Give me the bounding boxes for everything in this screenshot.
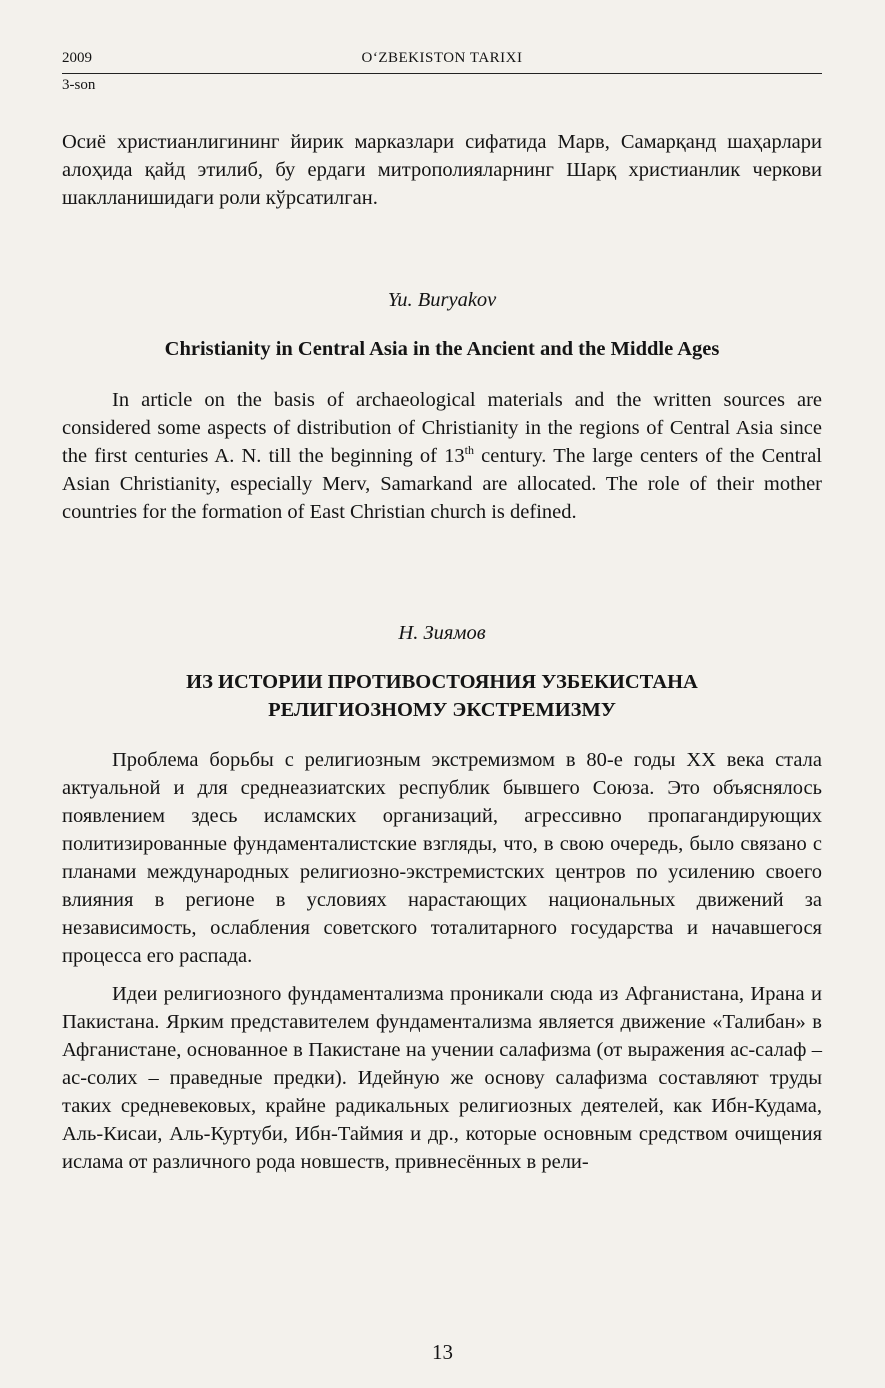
english-abstract-text [62,386,822,526]
abstract-superscript: th [464,443,474,458]
abstract-text-part1: In article on the basis of archaeological materials and the written sources are considered some aspects of distribution of Christianity in the regions of Central Asia since the first centuries A. N. till the beginning of 13 [62,389,822,467]
spacer [62,724,822,746]
english-abstract-author: Yu. Buryakov [387,289,497,311]
page-number: 13 [432,1340,453,1364]
spacer [62,314,822,335]
running-header [62,50,822,96]
russian-article-title-line2: РЕЛИГИОЗНОМУ ЭКСТРЕМИЗМУ [268,699,616,721]
header-rule [62,73,822,74]
russian-article-author: Н. Зиямов [398,622,486,644]
header-issue: 3-son [62,77,96,93]
russian-article-title-line1: ИЗ ИСТОРИИ ПРОТИВОСТОЯНИЯ УЗБЕКИСТАНА [186,671,698,693]
header-year: 2009 [62,50,92,66]
abstract-text-part2: century. The large centers of the Central Asian Christianity, especially Merv, Samarkand are allocated. The role of their mother countries for the formation of East Christian church is defined. [62,445,822,523]
page-content [62,128,822,1176]
spacer [62,647,822,668]
spacer [62,970,822,980]
spacer [62,526,822,619]
russian-article-paragraph-1: Проблема борьбы с религиозным экстремизмом в 80-е годы XX века стала актуальной и для среднеазиатских республик бывшего Союза. Это объяснялось появлением здесь исламских организаций, агрессивно пропагандирующих политизированные фундаменталистские взгляды, что, в свою очередь, было связано с планами международных религиозно-экстремистских центров по усилению своего влияния в регионе в условиях нарастающих национальных движений за независимость, ослабления советского тоталитарного государства и начавшегося процесса его распада. [62,749,822,967]
spacer [62,363,822,386]
spacer [62,212,822,286]
header-journal-title: O‘ZBEKISTON TARIXI [361,50,523,66]
uzbek-summary-paragraph: Осиё христианлигининг йирик марказлари сифатида Марв, Самарқанд шаҳарлари алоҳида қайд этилиб, бу ердаги митрополияларнинг Шарқ христианлик черкови шаклланишидаги роли кўрсатилган. [62,131,822,209]
english-abstract-title: Christianity in Central Asia in the Ancient and the Middle Ages [164,338,720,360]
russian-article-paragraph-2: Идеи религиозного фундаментализма проникали сюда из Афганистана, Ирана и Пакистана. Ярким представителем фундаментализма является движение «Талибан» в Афганистане, основанное в Пакистане на учении салафизма (от выражения ас-салаф – ас-солих – праведные предки). Идейную же основу салафизма составляют труды таких средневековых, крайне радикальных религиозных деятелей, как Ибн-Кудама, Аль-Кисаи, Аль-Куртуби, Ибн-Таймия и др., которые основным средством очищения ислама от различного рода новшеств, привнесённых в рели- [62,983,822,1173]
